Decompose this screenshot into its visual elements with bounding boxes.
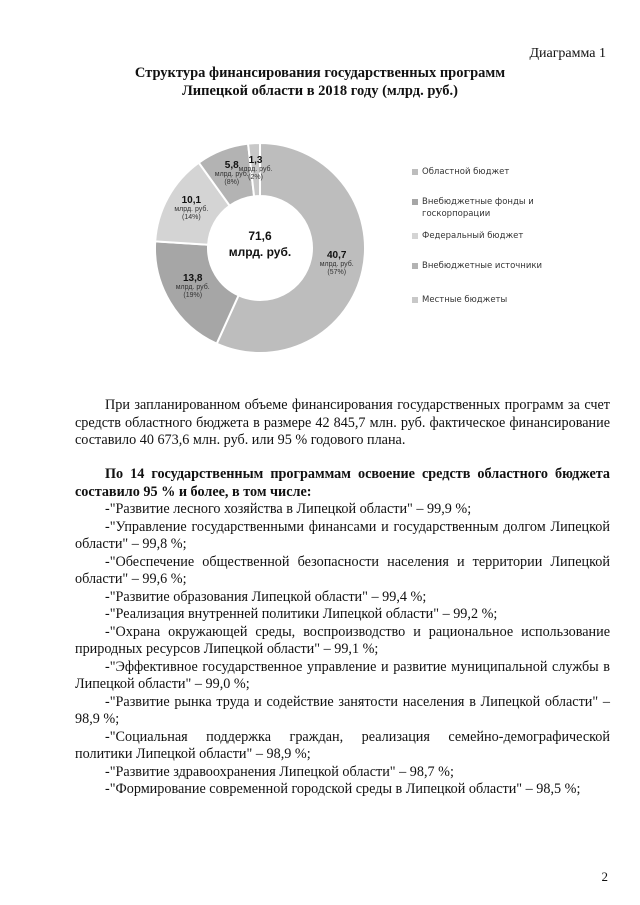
slice-value-label: 10,1	[181, 194, 202, 206]
slice-label-2	[161, 195, 221, 222]
legend-text	[422, 230, 523, 242]
list-item: -"Развитие лесного хозяйства в Липецкой области" – 99,9 %;	[105, 501, 472, 517]
paragraph-financing: При запланированном объеме финансирования государственных программ за счет средств областного бюджета в размере 42 845,7 млн. руб. фактическое финансирование составило 40 673,6 млн. руб. или 95 % годового плана.	[75, 397, 610, 448]
list-item: -"Эффективное государственное управление и развитие муниципальной службы в Липецкой области" – 99,0 %;	[75, 658, 610, 692]
legend-item	[412, 196, 552, 220]
slice-label-1	[163, 273, 223, 300]
slice-label-0	[307, 250, 367, 277]
list-item: -"Управление государственными финансами и государственным долгом Липецкой области" – 99,8 %;	[75, 518, 610, 552]
chart-title-line1: Структура финансирования государственных программ	[134, 65, 506, 81]
slice-value-label: 40,7	[326, 249, 347, 261]
list-item: -"Реализация внутренней политики Липецкой области" – 99,2 %;	[105, 606, 498, 622]
chart-title-line2: Липецкой области в 2018 году (млрд. руб.)	[181, 83, 459, 99]
list-item: -"Развитие образования Липецкой области" – 99,4 %;	[105, 588, 427, 605]
donut-center-label	[220, 228, 300, 260]
list-item: -"Развитие здравоохранения Липецкой области" – 98,7 %;	[105, 763, 454, 780]
list-heading: По 14 государственным программам освоение средств областного бюджета составило 95 % и более, в том числе:	[75, 466, 610, 500]
legend-text	[422, 196, 534, 220]
legend-line: Внебюджетные источники	[422, 261, 543, 271]
legend-line: Федеральный бюджет	[422, 231, 524, 241]
chart-title	[0, 64, 640, 100]
total-unit: млрд. руб.	[228, 245, 292, 259]
legend-text	[422, 260, 542, 272]
diagram-label: Диаграмма 1	[529, 46, 606, 61]
legend-swatch	[412, 233, 418, 239]
slice-unit: млрд. руб.	[174, 205, 209, 213]
slice-value-label: 5,8	[224, 159, 239, 171]
program-list	[75, 466, 610, 799]
slice-value-label: 13,8	[182, 273, 203, 285]
legend-text	[422, 294, 507, 306]
slice-value-label: 1,3	[248, 154, 263, 166]
slice-unit: млрд. руб.	[238, 165, 273, 173]
list-item: -"Охрана окружающей среды, воспроизводство и рациональное использование природных ресурсов Липецкой области" – 99,1 %;	[75, 623, 610, 657]
legend-item	[412, 230, 552, 242]
legend-swatch	[412, 263, 418, 269]
list-item: -"Социальная поддержка граждан, реализация семейно-демографической политики Липецкой области" – 98,9 %;	[75, 728, 610, 762]
legend-line: Внебюджетные фонды и	[422, 197, 534, 207]
total-value: 71,6	[248, 229, 272, 243]
slice-label-4	[226, 155, 286, 182]
slice-unit: млрд. руб.	[175, 284, 210, 292]
slice-unit: млрд. руб.	[319, 260, 354, 268]
legend-line: госкорпорации	[422, 209, 491, 219]
list-item: -"Обеспечение общественной безопасности населения и территории Липецкой области" – 99,6 %;	[75, 553, 610, 587]
slice-percent-label: (19%)	[183, 292, 203, 300]
slice-percent-label: (57%)	[327, 268, 347, 276]
list-item: -"Развитие рынка труда и содействие занятости населения в Липецкой области" – 98,9 %;	[75, 693, 610, 727]
legend-swatch	[412, 199, 418, 205]
legend-item	[412, 294, 552, 306]
legend-text	[422, 166, 509, 178]
donut-chart	[150, 118, 550, 378]
slice-percent-label: (8%)	[224, 178, 240, 186]
legend-item	[412, 166, 552, 178]
slice-percent-label: (14%)	[181, 213, 201, 221]
list-item: -"Формирование современной городской среды в Липецкой области" – 98,5 %;	[105, 781, 581, 797]
legend-item	[412, 260, 552, 272]
legend-swatch	[412, 297, 418, 303]
page-number: 2	[601, 869, 608, 884]
legend-line: Областной бюджет	[422, 167, 510, 177]
slice-unit: млрд. руб.	[214, 170, 249, 178]
slice-percent-label: (2%)	[248, 173, 263, 181]
legend-swatch	[412, 169, 418, 175]
legend-line: Местные бюджеты	[422, 295, 508, 305]
